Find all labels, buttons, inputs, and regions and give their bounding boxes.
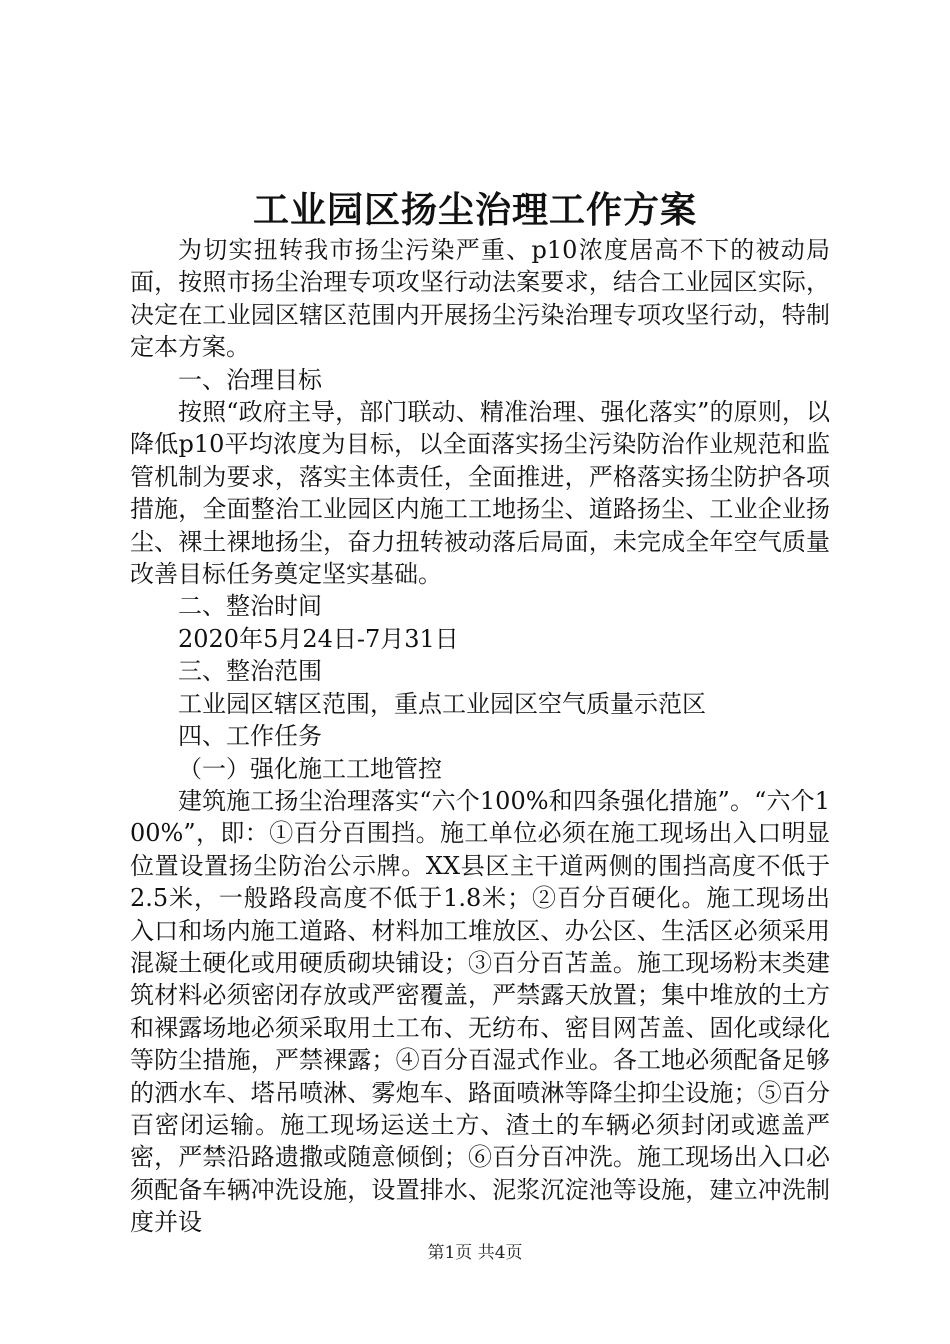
document-body (130, 234, 830, 1239)
scope-paragraph: 工业园区辖区范围，重点工业园区空气质量示范区 (178, 689, 706, 718)
section-heading-time: 二、整治时间 (178, 592, 322, 621)
document-title: 工业园区扬尘治理工作方案 (252, 189, 697, 231)
subsection-heading-construction: （一）强化施工工地管控 (178, 754, 442, 783)
intro-paragraph: 为切实扭转我市扬尘污染严重、p10浓度居高不下的被动局面，按照市扬尘治理专项攻坚行动法案要求，结合工业园区实际，决定在工业园区辖区范围内开展扬尘污染治理专项攻坚行动，特制定本方案。 (130, 236, 830, 362)
section-heading-scope: 三、整治范围 (178, 657, 322, 686)
page-number: 第1页 共4页 (427, 1243, 523, 1263)
section-heading-goal: 一、治理目标 (178, 365, 322, 394)
section-heading-tasks: 四、工作任务 (178, 722, 322, 751)
time-paragraph: 2020年5月24日-7月31日 (178, 624, 459, 653)
construction-paragraph: 建筑施工扬尘治理落实“六个100%和四条强化措施”。“六个100%”，即：①百分百围挡。施工单位必须在施工现场出入口明显位置设置扬尘防治公示牌。XX县区主干道两侧的围挡高度不低于2.5米，一般路段高度不低于1.8米；②百分百硬化。施工现场出入口和场内施工道路、材料加工堆放区、办公区、生活区必须采用混凝土硬化或用硬质砌块铺设；③百分百苫盖。施工现场粉末类建筑材料必须密闭存放或严密覆盖，严禁露天放置；集中堆放的土方和裸露场地必须采取用土工布、无纺布、密目网苫盖、固化或绿化等防尘措施，严禁裸露；④百分百湿式作业。各工地必须配备足够的洒水车、塔吊喷淋、雾炮车、路面喷淋等降尘抑尘设施；⑤百分百密闭运输。施工现场运送土方、渣土的车辆必须封闭或遮盖严密，严禁沿路遗撒或随意倾倒；⑥百分百冲洗。施工现场出入口必须配备车辆冲洗设施，设置排水、泥浆沉淀池等设施，建立冲洗制度并设 (130, 786, 830, 1237)
goal-paragraph: 按照“政府主导，部门联动、精准治理、强化落实”的原则，以降低p10平均浓度为目标，以全面落实扬尘污染防治作业规范和监管机制为要求，落实主体责任，全面推进，严格落实扬尘防护各项措施，全面整治工业园区内施工工地扬尘、道路扬尘、工业企业扬尘、裸土裸地扬尘，奋力扭转被动落后局面，未完成全年空气质量改善目标任务奠定坚实基础。 (130, 398, 830, 589)
